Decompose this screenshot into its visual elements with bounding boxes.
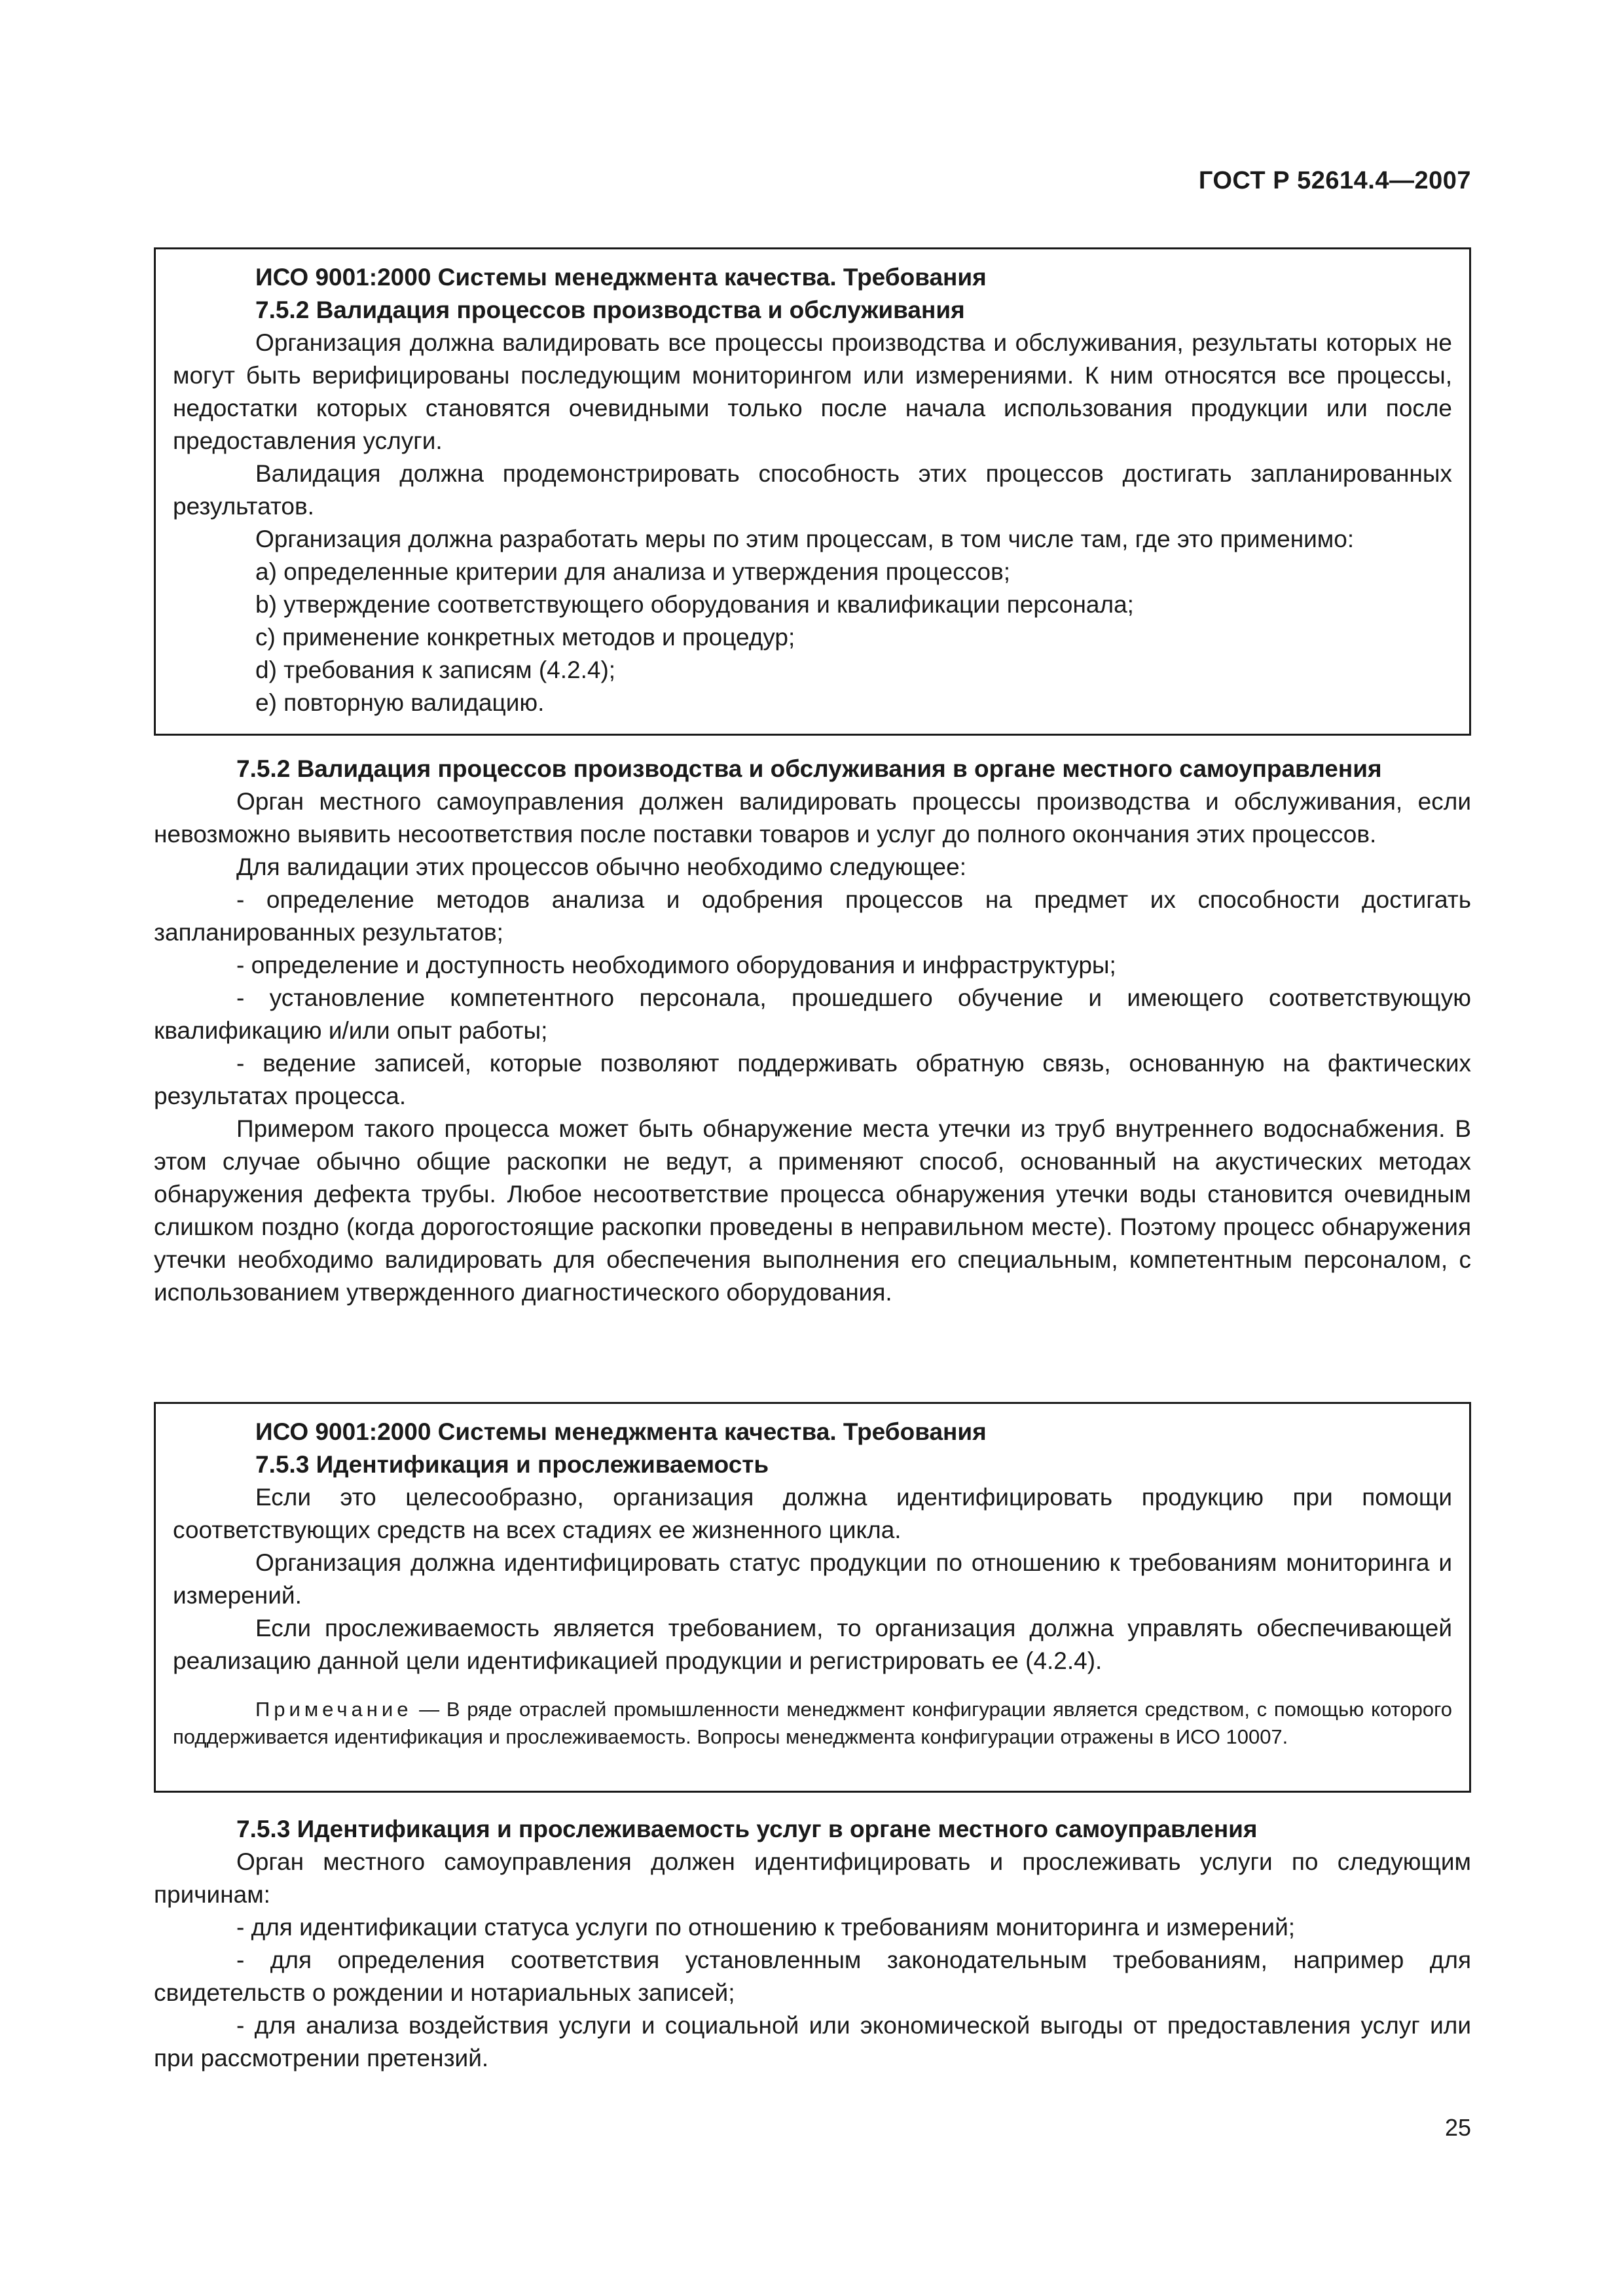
section-heading: 7.5.2 Валидация процессов производства и обслуживания в органе местного самоуправления — [236, 755, 1382, 782]
iso-quote-box-7-5-2 — [154, 247, 1471, 736]
section-7-5-2-municipal — [154, 753, 1471, 1309]
paragraph: Если это целесообразно, организация должна идентифицировать продукцию при помощи соответствующих средств на всех стадиях ее жизненного цикла. — [173, 1484, 1452, 1543]
list-item: - ведение записей, которые позволяют поддерживать обратную связь, основанную на фактических результатах процесса. — [154, 1050, 1471, 1109]
paragraph: Организация должна идентифицировать статус продукции по отношению к требованиям мониторинга и измерений. — [173, 1549, 1452, 1609]
document-code: ГОСТ Р 52614.4—2007 — [1198, 167, 1471, 194]
paragraph: Если прослеживаемость является требованием, то организация должна управлять обеспечивающей реализацию данной цели идентификацией продукции и регистрировать ее (4.2.4). — [173, 1615, 1452, 1674]
paragraph: Организация должна валидировать все процессы производства и обслуживания, результаты которых не могут быть верифицированы последующим мониторингом или измерениями. К ним относятся все процессы, недостатки которых становятся очевидными только после начала использования продукции или после предоставления услуги. — [173, 329, 1452, 454]
box-title: ИСО 9001:2000 Системы менеджмента качества. Требования — [255, 264, 987, 291]
note-label: Примечание — [255, 1698, 412, 1721]
box-title: ИСО 9001:2000 Системы менеджмента качества. Требования — [255, 1418, 987, 1445]
list-item: - для определения соответствия установленным законодательным требованиям, например для свидетельств о рождении и нотариальных записей; — [154, 1946, 1471, 2006]
list-item: - определение и доступность необходимого оборудования и инфраструктуры; — [236, 952, 1116, 978]
paragraph: Орган местного самоуправления должен идентифицировать и прослеживать услуги по следующим причинам: — [154, 1848, 1471, 1908]
section-7-5-3-municipal — [154, 1813, 1471, 2075]
list-item: - определение методов анализа и одобрения процессов на предмет их способности достигать запланированных результатов; — [154, 886, 1471, 946]
paragraph: Валидация должна продемонстрировать способность этих процессов достигать запланированных результатов. — [173, 460, 1452, 520]
box-subtitle: 7.5.2 Валидация процессов производства и обслуживания — [255, 296, 965, 323]
note-text: — В ряде отраслей промышленности менеджмент конфигурации является средством, с помощью которого поддерживается идентификация и прослеживаемость. Вопросы менеджмента конфигурации отражены в ИСО 10007. — [173, 1698, 1452, 1748]
box-subtitle: 7.5.3 Идентификация и прослеживаемость — [255, 1451, 769, 1478]
list-item: c) применение конкретных методов и процедур; — [255, 624, 795, 651]
list-item: b) утверждение соответствующего оборудования и квалификации персонала; — [255, 591, 1134, 618]
list-item: - для идентификации статуса услуги по отношению к требованиям мониторинга и измерений; — [236, 1914, 1296, 1941]
paragraph: Для валидации этих процессов обычно необходимо следующее: — [236, 853, 966, 880]
page-number: 25 — [1444, 2114, 1471, 2141]
list-item: d) требования к записям (4.2.4); — [255, 656, 616, 683]
note — [173, 1696, 1452, 1751]
paragraph: Организация должна разработать меры по этим процессам, в том числе там, где это применимо: — [255, 526, 1355, 552]
iso-quote-box-7-5-3 — [154, 1402, 1471, 1793]
list-item: - для анализа воздействия услуги и социальной или экономической выгоды от предоставления услуг или при рассмотрении претензий. — [154, 2012, 1471, 2072]
list-item: a) определенные критерии для анализа и утверждения процессов; — [255, 558, 1011, 585]
section-heading: 7.5.3 Идентификация и прослеживаемость услуг в органе местного самоуправления — [236, 1816, 1258, 1842]
paragraph: Примером такого процесса может быть обнаружение места утечки из труб внутреннего водоснабжения. В этом случае обычно общие раскопки не ведут, а применяют способ, основанный на акустических методах обнаружения дефекта трубы. Любое несоответствие процесса обнаружения утечки воды становится очевидным слишком поздно (когда дорогостоящие раскопки проведены в неправильном месте). Поэтому процесс обнаружения утечки необходимо валидировать для обеспечения выполнения его специальным, компетентным персоналом, с использованием утвержденного диагностического оборудования. — [154, 1115, 1471, 1306]
list-item: e) повторную валидацию. — [255, 689, 545, 716]
paragraph: Орган местного самоуправления должен валидировать процессы производства и обслуживания, если невозможно выявить несоответствия после поставки товаров и услуг до полного окончания этих процессов. — [154, 788, 1471, 848]
list-item: - установление компетентного персонала, прошедшего обучение и имеющего соответствующую квалификацию и/или опыт работы; — [154, 984, 1471, 1044]
